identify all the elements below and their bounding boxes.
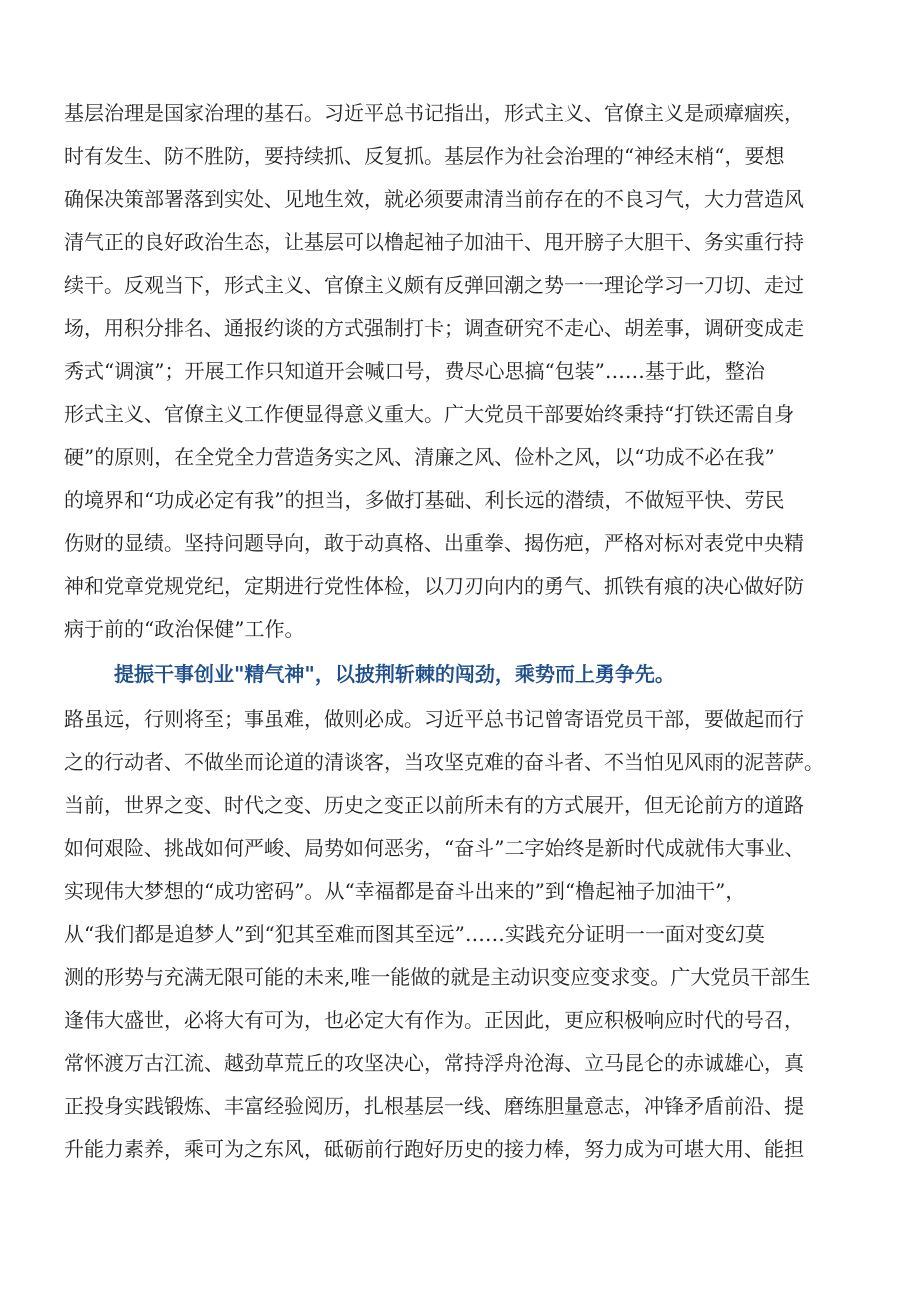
text-line: 实现伟大梦想的“成功密码”。从“幸福都是奋斗出来的”到“橹起袖子加油干”， bbox=[64, 879, 746, 903]
text-line: 路虽远，行则将至；事虽难，做则必成。习近平总书记曾寄语党员干部，要做起而行 bbox=[64, 707, 804, 731]
text-line: 常怀渡万古江流、越劲草荒丘的攻坚决心，常持浮舟沧海、立马昆仑的赤诚雄心，真 bbox=[64, 1051, 804, 1075]
text-line: 神和党章党规党纪，定期进行党性体检，以刀刃向内的勇气、抓铁有痕的决心做好防 bbox=[64, 574, 804, 598]
text-line: 清气正的良好政治生态，让基层可以橹起袖子加油干、甩开膀子大胆干、务实重行持 bbox=[64, 230, 804, 254]
text-line: 硬”的原则，在全党全力营造务实之风、清廉之风、俭朴之风，以“功成不必在我” bbox=[64, 445, 775, 469]
text-line: 如何艰险、挑战如何严峻、局势如何恶劣，“奋斗”二字始终是新时代成就伟大事业、 bbox=[64, 836, 805, 860]
text-line: 之的行动者、不做坐而论道的清谈客，当攻坚克难的奋斗者、不当怕见风雨的泥菩萨。 bbox=[64, 750, 824, 774]
paragraph-2 bbox=[64, 698, 872, 1171]
text-line: 续干。反观当下，形式主义、官僚主义颇有反弹回潮之势一一理论学习一刀切、走过 bbox=[64, 273, 804, 297]
text-line: 测的形势与充满无限可能的未来,唯一能做的就是主动识变应变求变。广大党员干部生 bbox=[64, 965, 811, 989]
text-line: 伤财的显绩。坚持问题导向，敢于动真格、出重拳、揭伤疤，严格对标对表党中央精 bbox=[64, 531, 804, 555]
text-line: 逢伟大盛世，必将大有可为，也必定大有作为。正因此，更应积极响应时代的号召， bbox=[64, 1008, 804, 1032]
text-line: 的境界和“功成必定有我”的担当，多做打基础、利长远的潜绩，不做短平快、劳民 bbox=[64, 488, 785, 512]
text-line: 升能力素养，乘可为之东风，砥砺前行跑好历史的接力棒，努力成为可堪大用、能担 bbox=[64, 1137, 804, 1161]
text-line: 基层治理是国家治理的基石。习近平总书记指出，形式主义、官僚主义是顽瘴痼疾， bbox=[64, 101, 804, 125]
text-line: 病于前的“政治保健”工作。 bbox=[64, 617, 305, 641]
section-heading: 提振干事创业"精气神"，以披荆斩棘的闯劲，乘势而上勇争先。 bbox=[114, 662, 675, 686]
paragraph-1 bbox=[64, 92, 872, 651]
text-line: 秀式“调演”；开展工作只知道开会喊口号，费尽心思搞“包装”……基于此，整治 bbox=[64, 359, 765, 383]
text-line: 从“我们都是追梦人”到“犯其至难而图其至远”……实践充分证明一一面对变幻莫 bbox=[64, 922, 765, 946]
text-line: 时有发生、防不胜防，要持续抓、反复抓。基层作为社会治理的“神经末梢“，要想 bbox=[64, 144, 785, 168]
text-line: 确保决策部署落到实处、见地生效，就必须要肃清当前存在的不良习气，大力营造风 bbox=[64, 187, 804, 211]
text-line: 场，用积分排名、通报约谈的方式强制打卡；调查研究不走心、胡差事，调研变成走 bbox=[64, 316, 804, 340]
text-line: 当前，世界之变、时代之变、历史之变正以前所未有的方式展开，但无论前方的道路 bbox=[64, 793, 804, 817]
text-line: 正投身实践锻炼、丰富经验阅历，扎根基层一线、磨练胆量意志，冲锋矛盾前沿、提 bbox=[64, 1094, 804, 1118]
text-line: 形式主义、官僚主义工作便显得意义重大。广大党员干部要始终秉持“打铁还需自身 bbox=[64, 402, 795, 426]
